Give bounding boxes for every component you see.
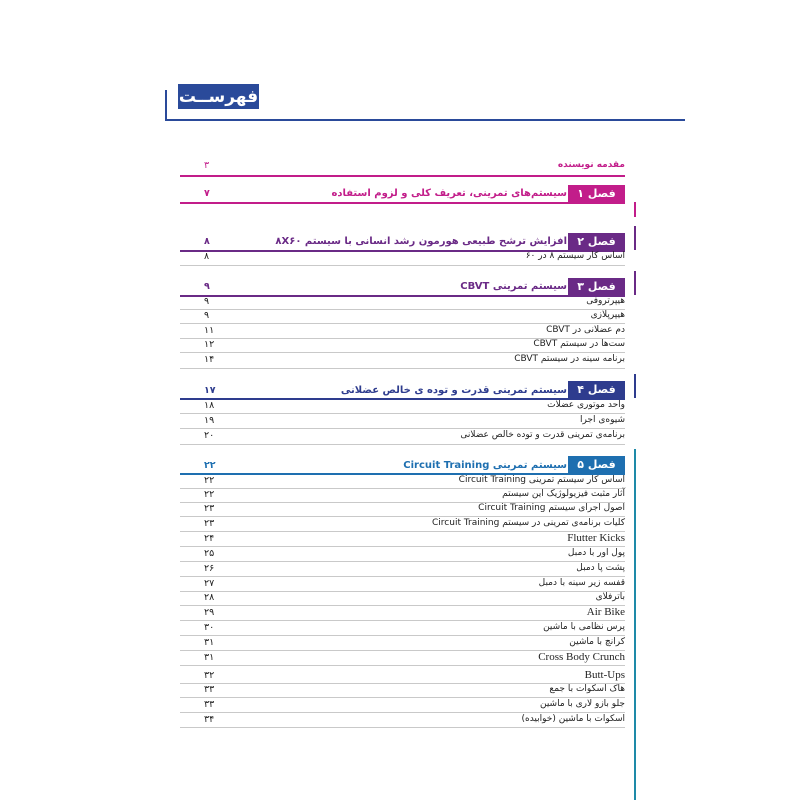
chapter-4-page: ۱۷ — [204, 385, 216, 396]
item-title: جلو بازو لاری با ماشین — [539, 699, 625, 709]
item-title: اساس کار سیستم ۸ در ۶۰ — [525, 251, 625, 261]
item-page: ۳۱ — [204, 652, 215, 663]
chapter-5-item-17[interactable] — [180, 712, 625, 727]
item-page: ۹ — [204, 296, 210, 307]
item-page: ۳۱ — [204, 637, 215, 648]
chapter-3-item-3[interactable] — [180, 323, 625, 338]
chapter-3-title: سیستم تمرینی CBVT — [460, 281, 567, 292]
chapter-5-item-13[interactable] — [180, 650, 625, 665]
chapter-5-badge: فصل ۵ — [568, 456, 625, 473]
header-bracket-vertical — [165, 90, 167, 120]
chapter-2-badge: فصل ۲ — [568, 233, 625, 250]
chapter-1-page: ۷ — [204, 188, 210, 199]
row-divider — [180, 444, 625, 445]
chapter-1-badge: فصل ۱ — [568, 185, 625, 202]
item-title: باترفلای — [595, 592, 625, 602]
chapter-3-bracket — [634, 271, 636, 295]
chapter-2-item-1[interactable] — [180, 249, 625, 264]
item-title: هیپرپلازی — [590, 310, 625, 320]
item-page: ۱۹ — [204, 415, 215, 426]
item-title: Air Bike — [586, 606, 625, 618]
item-page: ۱۱ — [204, 325, 215, 336]
item-title: Cross Body Crunch — [538, 651, 625, 663]
toc-intro-row[interactable] — [180, 158, 625, 173]
chapter-5-item-10[interactable] — [180, 605, 625, 620]
row-divider — [180, 368, 625, 369]
chapter-5-item-1[interactable] — [180, 473, 625, 488]
intro-page: ۳ — [204, 160, 210, 171]
chapter-1-rule — [180, 202, 625, 204]
item-title: Flutter Kicks — [567, 532, 625, 544]
chapter-5-item-11[interactable] — [180, 620, 625, 635]
row-divider — [180, 665, 625, 666]
row-divider — [180, 727, 625, 728]
chapter-4-badge: فصل ۴ — [568, 381, 625, 398]
chapter-3-item-5[interactable] — [180, 352, 625, 367]
chapter-4-title: سیستم تمرینی قدرت و توده ی خالص عضلانی — [340, 385, 567, 396]
item-title: ست‌ها در سیستم CBVT — [533, 339, 625, 349]
chapter-5-item-7[interactable] — [180, 561, 625, 576]
chapter-5-page: ۲۲ — [204, 460, 216, 471]
chapter-3-page: ۹ — [204, 281, 210, 292]
item-page: ۳۳ — [204, 699, 215, 710]
item-title: کلیات برنامه‌ی تمرینی در سیستم Circuit Training — [432, 518, 625, 528]
item-page: ۹ — [204, 310, 210, 321]
chapter-3-item-4[interactable] — [180, 337, 625, 352]
item-title: پرس نظامی با ماشین — [543, 622, 625, 632]
chapter-5-item-16[interactable] — [180, 697, 625, 712]
item-title: برنامه سینه در سیستم CBVT — [514, 354, 625, 364]
page-title: فهرســت — [178, 84, 259, 109]
chapter-5-item-2[interactable] — [180, 487, 625, 502]
item-page: ۲۸ — [204, 592, 215, 603]
chapter-2-page: ۸ — [204, 236, 210, 247]
chapter-3-badge: فصل ۳ — [568, 278, 625, 295]
item-page: ۲۲ — [204, 475, 215, 486]
item-page: ۱۸ — [204, 400, 215, 411]
chapter-5-item-12[interactable] — [180, 635, 625, 650]
item-page: ۲۶ — [204, 563, 215, 574]
item-title: پشت پا دمبل — [576, 563, 625, 573]
item-title: اصول اجرای سیستم Circuit Training — [478, 503, 625, 513]
item-page: ۲۷ — [204, 578, 215, 589]
item-page: ۳۴ — [204, 714, 215, 725]
header-rule — [165, 119, 685, 121]
item-title: دم عضلانی در CBVT — [546, 325, 625, 335]
item-title: اسکوات با ماشین (خوابیده) — [521, 714, 625, 724]
chapter-5-item-9[interactable] — [180, 590, 625, 605]
item-page: ۳۰ — [204, 622, 215, 633]
chapter-2-bracket — [634, 226, 636, 250]
chapter-5-item-5[interactable] — [180, 531, 625, 546]
item-page: ۳۳ — [204, 684, 215, 695]
item-title: پول اور با دمبل — [567, 548, 625, 558]
item-page: ۲۲ — [204, 489, 215, 500]
item-page: ۱۲ — [204, 339, 215, 350]
chapter-1-row[interactable] — [180, 186, 625, 201]
intro-rule — [180, 175, 625, 177]
chapter-1-title: سیستم‌های تمرینی، تعریف کلی و لزوم استفاده — [331, 188, 567, 199]
item-page: ۸ — [204, 251, 210, 262]
item-page: ۲۵ — [204, 548, 215, 559]
chapter-3-item-2[interactable] — [180, 308, 625, 323]
item-page: ۱۴ — [204, 354, 215, 365]
item-title: Butt-Ups — [584, 669, 625, 681]
item-page: ۲۳ — [204, 503, 215, 514]
chapter-4-item-3[interactable] — [180, 428, 625, 443]
item-page: ۲۹ — [204, 607, 215, 618]
item-title: اساس کار سیستم تمرینی Circuit Training — [458, 475, 625, 485]
chapter-4-item-2[interactable] — [180, 413, 625, 428]
chapter-3-item-1[interactable] — [180, 294, 625, 309]
chapter-4-item-1[interactable] — [180, 398, 625, 413]
row-divider — [180, 265, 625, 266]
chapter-1-bracket — [634, 202, 636, 217]
item-title: هاک اسکوات با جمع — [549, 684, 625, 694]
intro-title: مقدمه نویسنده — [557, 160, 625, 170]
item-title: واحد موتوری عضلات — [547, 400, 625, 410]
chapter-5-item-3[interactable] — [180, 501, 625, 516]
chapter-5-title: سیستم تمرینی Circuit Training — [403, 460, 567, 471]
item-page: ۲۴ — [204, 533, 215, 544]
chapter-4-row[interactable] — [180, 383, 625, 398]
chapter-2-title: افزایش ترشح طبیعی هورمون رشد انسانی با سیستم ۸X۶۰ — [275, 236, 567, 247]
item-page: ۲۰ — [204, 430, 215, 441]
chapter-5-bracket — [634, 449, 636, 800]
chapter-5-item-15[interactable] — [180, 682, 625, 697]
chapter-2-row[interactable] — [180, 234, 625, 249]
item-page: ۳۲ — [204, 670, 215, 681]
item-title: هیپرتروفی — [586, 296, 625, 306]
chapter-4-bracket — [634, 374, 636, 398]
chapter-3-row[interactable] — [180, 279, 625, 294]
chapter-5-item-6[interactable] — [180, 546, 625, 561]
chapter-5-item-4[interactable] — [180, 516, 625, 531]
item-title: کرانچ با ماشین — [569, 637, 625, 647]
item-page: ۲۳ — [204, 518, 215, 529]
chapter-5-row[interactable] — [180, 458, 625, 473]
chapter-5-item-14[interactable] — [180, 668, 625, 683]
item-title: شیوه‌ی اجرا — [579, 415, 625, 425]
chapter-5-item-8[interactable] — [180, 576, 625, 591]
item-title: آثار مثبت فیزیولوژیک این سیستم — [502, 489, 625, 499]
item-title: برنامه‌ی تمرینی قدرت و توده خالص عضلانی — [460, 430, 625, 440]
item-title: قفسه زیر سینه با دمبل — [538, 578, 625, 588]
